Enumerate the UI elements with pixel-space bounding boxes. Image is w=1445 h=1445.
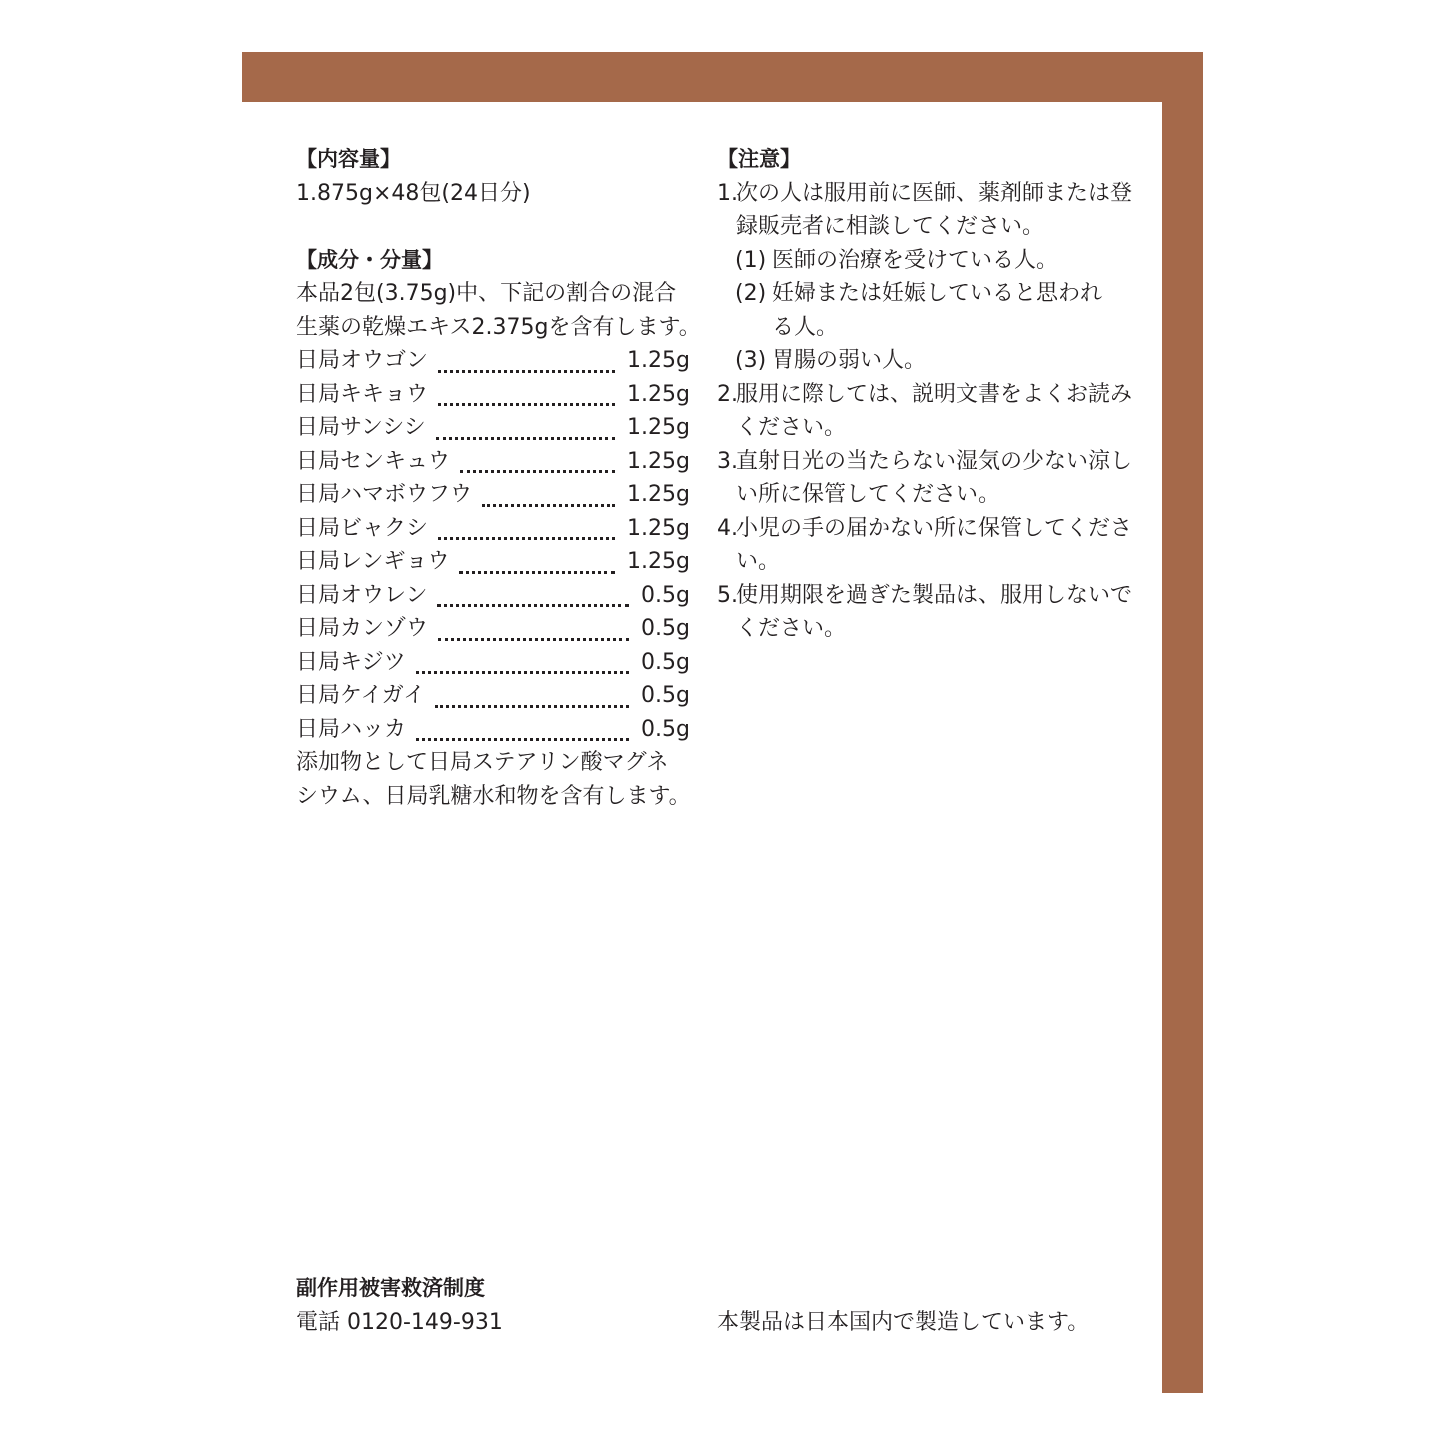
dot-leader	[435, 705, 629, 708]
caution-number: 4.	[717, 515, 738, 541]
caution-subtext: 医師の治療を受けている人。	[772, 247, 1059, 273]
ingredient-name: 日局ハッカ	[296, 716, 407, 742]
contents-value: 1.875g×48包(24日分)	[296, 180, 531, 206]
ingredient-name: 日局キキョウ	[296, 381, 429, 407]
ingredient-row	[296, 411, 690, 445]
caution-number: 2.	[717, 381, 738, 407]
caution-subtext: 妊婦または妊娠していると思われる人。	[772, 281, 1103, 340]
contents-heading: 【内容量】	[296, 147, 401, 171]
caution-subnumber: (2)	[735, 281, 767, 306]
caution-subnumber: (1)	[735, 247, 767, 273]
caution-text: 小児の手の届かない所に保管してください。	[736, 515, 1133, 574]
ingredient-row	[296, 344, 690, 378]
dot-leader	[437, 604, 629, 607]
caution-number: 3.	[717, 448, 738, 474]
ingredient-name: 日局ビャクシ	[296, 515, 429, 541]
ingredient-row	[296, 713, 690, 747]
ingredient-amount: 1.25g	[627, 381, 690, 407]
ingredient-amount: 1.25g	[627, 549, 690, 574]
dot-leader	[460, 470, 615, 473]
ingredient-name: 日局サンシシ	[296, 415, 426, 440]
right-accent-band	[1162, 52, 1203, 1393]
relief-system-title: 副作用被害救済制度	[296, 1276, 485, 1300]
additive-line: シウム、日局乳糖水和物を含有します。	[296, 783, 691, 809]
ingredient-amount: 0.5g	[641, 616, 690, 641]
caution-number: 1.	[717, 180, 738, 206]
ingredient-name: 日局オウゴン	[296, 348, 429, 373]
spacer	[296, 210, 696, 244]
ingredient-amount: 1.25g	[627, 515, 690, 541]
caution-item	[717, 579, 1136, 646]
ingredient-amount: 1.25g	[627, 482, 690, 507]
ingredient-name: 日局ケイガイ	[296, 683, 426, 708]
additive-line: 添加物として日局ステアリン酸マグネ	[296, 750, 669, 775]
caution-subitem	[717, 244, 1112, 278]
ingredient-row	[296, 478, 690, 512]
dot-leader	[438, 638, 629, 641]
top-accent-band	[242, 52, 1203, 102]
ingredient-name: 日局センキュウ	[296, 448, 451, 474]
caution-heading: 【注意】	[717, 147, 801, 171]
caution-number: 5.	[717, 582, 738, 608]
ingredient-name: 日局カンゾウ	[296, 616, 429, 641]
ingredient-row	[296, 679, 690, 713]
made-in-japan-note: 本製品は日本国内で製造しています。	[717, 1310, 1090, 1335]
caution-subitem	[717, 277, 1112, 344]
ingredient-amount: 1.25g	[627, 415, 690, 440]
caution-item	[717, 177, 1136, 244]
dot-leader	[416, 738, 629, 741]
caution-item	[717, 378, 1136, 445]
ingredient-row	[296, 579, 690, 613]
ingredient-amount: 1.25g	[627, 448, 690, 474]
caution-subtext: 胃腸の弱い人。	[772, 348, 927, 373]
ingredient-row	[296, 378, 690, 412]
dot-leader	[416, 671, 629, 674]
ingredients-intro-line: 生薬の乾燥エキス2.375gを含有します。	[296, 314, 701, 340]
ingredient-row	[296, 512, 690, 546]
caution-text: 使用期限を過ぎた製品は、服用しないでください。	[736, 582, 1133, 641]
ingredients-heading: 【成分・分量】	[296, 247, 443, 272]
caution-item	[717, 445, 1136, 512]
ingredient-amount: 0.5g	[641, 582, 690, 608]
dot-leader	[438, 370, 615, 373]
ingredient-row	[296, 445, 690, 479]
caution-subnumber: (3)	[735, 348, 767, 373]
ingredient-amount: 0.5g	[641, 649, 690, 675]
caution-text: 次の人は服用前に医師、薬剤師または登録販売者に相談してください。	[736, 180, 1133, 239]
caution-text: 服用に際しては、説明文書をよくお読みください。	[736, 381, 1133, 440]
relief-phone: 電話 0120-149-931	[296, 1309, 503, 1335]
caution-text: 直射日光の当たらない湿気の少ない涼しい所に保管してください。	[736, 448, 1133, 507]
ingredient-amount: 0.5g	[641, 683, 690, 708]
ingredient-row	[296, 545, 690, 579]
ingredient-amount: 0.5g	[641, 716, 690, 742]
ingredient-row	[296, 646, 690, 680]
dot-leader	[438, 403, 615, 406]
dot-leader	[482, 504, 615, 507]
ingredient-amount: 1.25g	[627, 348, 690, 373]
ingredient-row	[296, 612, 690, 646]
right-column	[717, 143, 1137, 646]
dot-leader	[438, 537, 615, 540]
relief-system-info	[296, 1272, 503, 1339]
caution-subitem	[717, 344, 1112, 378]
ingredient-name: 日局オウレン	[296, 582, 428, 608]
dot-leader	[459, 571, 615, 574]
caution-item	[717, 512, 1136, 579]
ingredients-intro-line: 本品2包(3.75g)中、下記の割合の混合	[296, 281, 677, 306]
ingredient-name: 日局レンギョウ	[296, 549, 450, 574]
ingredient-name: 日局ハマボウフウ	[296, 482, 473, 507]
ingredient-name: 日局キジツ	[296, 649, 406, 675]
dot-leader	[436, 437, 615, 440]
left-column	[296, 143, 701, 813]
